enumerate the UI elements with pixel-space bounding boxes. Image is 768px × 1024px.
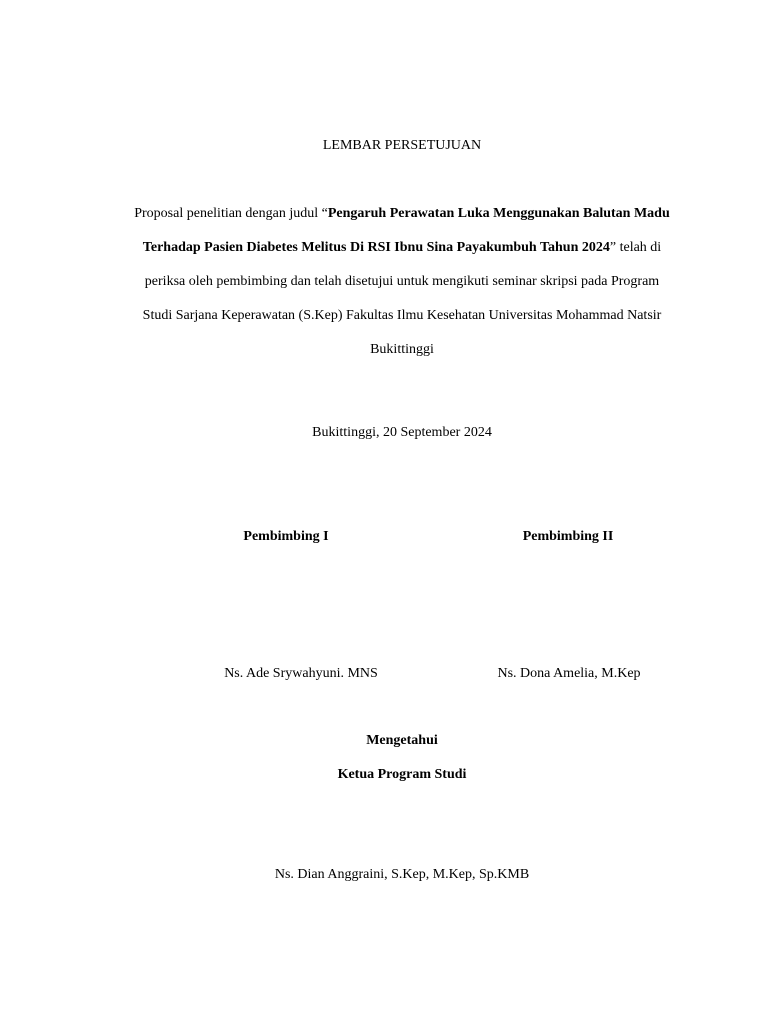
page-title: LEMBAR PERSETUJUAN <box>322 138 482 153</box>
paragraph-intro: Proposal penelitian dengan judul “ <box>134 206 328 221</box>
supervisor-1-name: Ns. Ade Srywahyuni. MNS <box>224 666 378 681</box>
acknowledgement-label: Mengetahui <box>366 733 438 748</box>
research-title: Pengaruh Perawatan Luka Menggunakan Balutan Madu Terhadap Pasien Diabetes Melitus Di RSI Ibnu Sina Payakumbuh Tahun 2024 <box>142 206 670 255</box>
supervisor-1-role: Pembimbing I <box>243 529 329 544</box>
approval-paragraph <box>130 197 674 367</box>
paragraph-outro: ” telah di periksa oleh pembimbing dan telah disetujui untuk mengikuti seminar skripsi pada Program Studi Sarjana Keperawatan (S.Kep) Fakultas Ilmu Kesehatan Universitas Mohammad Natsir Bukittinggi <box>142 240 662 357</box>
supervisor-2-name: Ns. Dona Amelia, M.Kep <box>497 666 641 681</box>
program-head-name: Ns. Dian Anggraini, S.Kep, M.Kep, Sp.KMB <box>274 867 530 882</box>
supervisor-2-role: Pembimbing II <box>522 529 614 544</box>
place-date: Bukittinggi, 20 September 2024 <box>312 425 492 440</box>
acknowledgement-position: Ketua Program Studi <box>337 767 467 782</box>
